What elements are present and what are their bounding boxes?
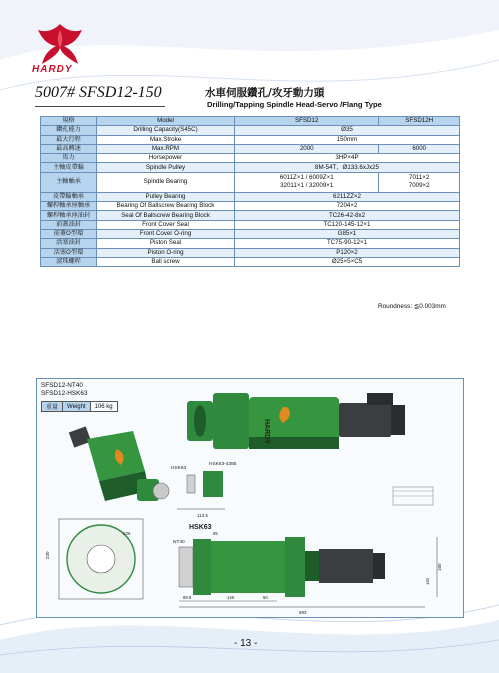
hsk63-detail [171,461,237,531]
bearing-line: 6011Z×1 / 6009Z×1 [279,174,334,182]
row-value: Ø25×5×C5 [235,257,460,266]
row-value-sfsd12 [235,172,379,192]
front-bore [87,545,115,573]
row-label-zh: 活塞O型環 [41,248,97,257]
row-value-sfsd12: 2000 [235,144,379,153]
table-row [41,220,460,229]
row-label-en: Piston O-ring [97,248,235,257]
dim-1135: 113.5 [197,513,208,518]
row-label-en: Front Cover O-ring [97,229,235,238]
row-value: 7204×2 [235,202,460,211]
table-row [41,126,460,135]
row-value: Ø35 [235,126,460,135]
product-render-iso [69,426,169,501]
table-row [41,135,460,144]
table-row [41,154,460,163]
table-row [41,211,460,220]
row-label-zh: 皮帶輪軸承 [41,192,97,201]
technical-drawing [37,379,465,619]
side-flange [193,539,211,595]
dim-85: 85 [213,531,218,536]
row-value: TC120-145-12×1 [235,220,460,229]
row-label-zh: 活塞油封 [41,239,97,248]
row-value: 150mm [235,135,460,144]
row-label-en: Seal Of Ballscrew Bearing Block [97,211,235,220]
page-number: - 13 - [234,638,258,649]
dim-148: 148 [227,595,234,600]
model-hsk63: SFSD12-HSK63 [41,390,88,397]
motor-endcap [391,405,405,435]
spindle-front-face [194,405,206,437]
motor-connector [367,393,393,405]
row-value: 3HP×4P [235,154,460,163]
row-value: 8M-54T，Ø133.6xJx25 [235,163,460,172]
weight-row [42,402,118,412]
table-row [41,172,460,192]
table-row [41,257,460,266]
table-row [41,144,460,153]
side-view [173,487,442,615]
header-sfsd12: SFSD12 [235,117,379,126]
body-brand-text: HARDY [263,419,270,444]
row-value: 6211ZZ×2 [235,192,460,201]
front-flange [213,393,249,449]
row-value-sfsd12h [379,172,460,192]
brand-name: HARDY [32,64,73,75]
header-zh: 規格 [41,117,97,126]
model-nt40: SFSD12-NT40 [41,382,83,389]
row-label-en: Piston Seal [97,239,235,248]
row-value-sfsd12h: 6000 [379,144,460,153]
row-value: TC75-90-12×1 [235,239,460,248]
row-label-en: Horsepower [97,154,235,163]
row-label-zh: 螺桿軸承座油封 [41,211,97,220]
bearing-line: 7011×2 [409,174,430,182]
hsk63-label-a: HSK63 [171,466,187,471]
roundness-note: Roundness: ≦0.003mm [378,303,446,310]
model-list [41,382,88,398]
row-label-en: Spindle Bearing [97,172,235,192]
table-row [41,239,460,248]
table-row [41,202,460,211]
hsk-flange-green [203,471,223,497]
side-motor-cap [373,553,385,579]
table-row [41,163,460,172]
header-sfsd12h: SFSD12H [379,117,460,126]
header-en: Model [97,117,235,126]
row-label-zh: 滾珠螺桿 [41,257,97,266]
row-label-en: Pulley Bearing [97,192,235,201]
row-label-en: Ball screw [97,257,235,266]
table-header-row [41,117,460,126]
row-value: G85×1 [235,229,460,238]
row-value: TC26-42-8x2 [235,211,460,220]
weight-table [41,401,118,412]
hsk-shank [187,475,195,493]
row-label-en: Bearing Of Ballscrew Bearing Block [97,202,235,211]
nt40-label: NT40 [173,540,185,545]
weight-value: 106 kg [90,402,117,412]
table-row [41,248,460,257]
title-english: Drilling/Tapping Spindle Head-Servo /Flang Type [207,100,382,109]
row-label-zh: 鑽孔能力 [41,126,97,135]
side-body [211,541,285,593]
nt40-taper [179,547,193,587]
side-rear-flange [285,537,305,597]
row-label-zh: 馬力 [41,154,97,163]
row-label-en: Spindle Pulley [97,163,235,172]
title-chinese: 水車伺服鑽孔/攻牙動力頭 [205,87,325,99]
row-label-zh: 螺桿軸承座軸承 [41,202,97,211]
dim-895: 89.5 [183,595,192,600]
product-render-main [187,393,405,449]
drawing-frame [36,378,464,618]
dim-230: 230 [45,551,50,559]
row-label-zh: 主軸皮帶輪 [41,163,97,172]
row-label-zh: 主軸軸承 [41,172,97,192]
body-shadow [249,437,339,449]
hsk63-big-label: HSK63 [189,524,212,531]
hsk63-label-b: HSK63-4385 [209,462,237,467]
iso-tool-holder [153,483,169,499]
table-row [41,192,460,201]
side-motor [319,549,373,583]
bearing-line: 32011×1 / 32009×1 [280,182,334,190]
row-label-en: Max.Stroke [97,135,235,144]
dim-160: 160 [437,563,442,571]
dim-226: 226 [123,531,131,536]
iso-motor-connector [69,426,91,447]
row-label-en: Max.RPM [97,144,235,153]
row-label-zh: 前蓋O型環 [41,229,97,238]
model-title: 5007# SFSD12-150 [35,84,162,101]
dim-893: 893 [299,610,307,615]
row-value: P120×2 [235,248,460,257]
row-label-en: Drilling Capacity(S45C) [97,126,235,135]
table-row [41,229,460,238]
row-label-en: Front Cover Seal [97,220,235,229]
row-label-zh: 最高轉速 [41,144,97,153]
bearing-line: 7009×2 [408,182,430,190]
row-label-zh: 前蓋油封 [41,220,97,229]
spec-table [40,116,460,267]
dim-140: 140 [425,578,430,585]
title-block [35,84,475,114]
weight-label-zh: 重量 [42,402,63,412]
weight-label-en: Weight [63,402,91,412]
title-underline [35,106,165,107]
front-view [45,519,143,599]
side-coupling [305,551,319,581]
row-label-zh: 最大行程 [41,135,97,144]
servo-motor [339,403,391,437]
dim-50: 50 [263,595,268,600]
